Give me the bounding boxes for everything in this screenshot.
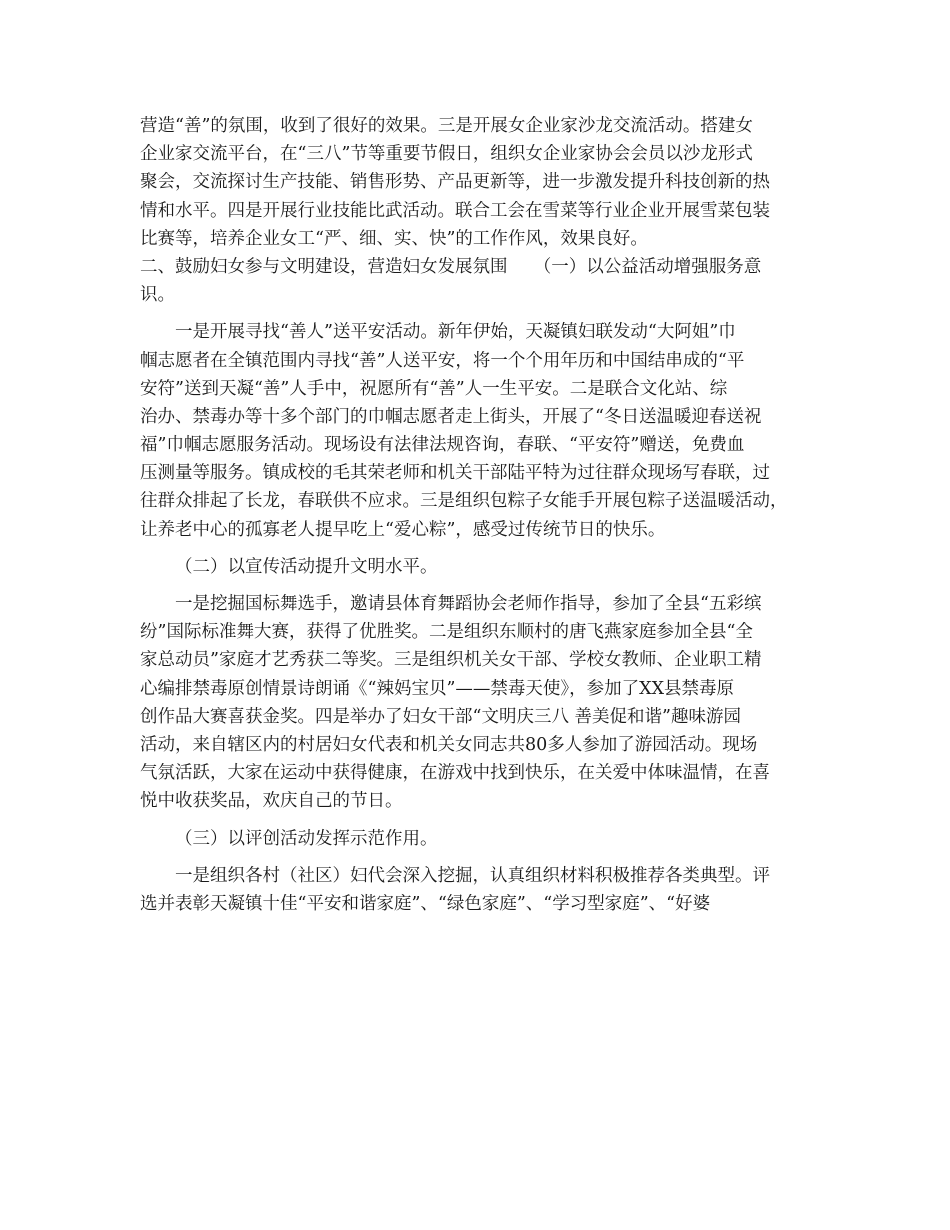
text-line: 往群众排起了长龙，春联供不应求。三是组织包粽子女能手开展包粽子送温暖活动， <box>140 491 788 512</box>
text-line: 纷”国际标准舞大赛，获得了优胜奖。二是组织东顺村的唐飞燕家庭参加全县“全 <box>140 622 753 643</box>
text-line: （三）以评创活动发挥示范作用。 <box>175 828 438 849</box>
paragraph-p4 <box>140 553 816 581</box>
text-line: 选并表彰天凝镇十佳“平安和谐家庭”、“绿色家庭”、“学习型家庭”、“好婆 <box>140 893 711 914</box>
paragraph-p1 <box>140 112 816 253</box>
text-line: 聚会，交流探讨生产技能、销售形势、产品更新等，进一步激发提升科技创新的热 <box>140 172 770 193</box>
text-line: 悦中收获奖品，欢庆自己的节日。 <box>140 791 403 812</box>
text-line: 一是组织各村（社区）妇代会深入挖掘，认真组织材料积极推荐各类典型。评 <box>175 865 770 886</box>
text-line: 一是开展寻找“善人”送平安活动。新年伊始，天凝镇妇联发动“大阿姐”巾 <box>175 322 736 343</box>
text-line: 一是挖掘国标舞选手，邀请县体育舞蹈协会老师作指导，参加了全县“五彩缤 <box>175 594 762 614</box>
text-line: （二）以宣传活动提升文明水平。 <box>175 556 438 577</box>
paragraph-p5 <box>140 590 816 816</box>
text-line: 营造“善”的氛围，收到了很好的效果。三是开展女企业家沙龙交流活动。搭建女 <box>140 116 753 136</box>
text-line: 家总动员”家庭才艺秀获二等奖。三是组织机关女干部、学校女教师、企业职工精 <box>140 650 762 671</box>
text-line: 气氛活跃，大家在运动中获得健康，在游戏中找到快乐，在关爱中体味温情，在喜 <box>140 763 770 784</box>
paragraph-spacer <box>140 853 816 862</box>
paragraph-spacer <box>140 816 816 825</box>
document-body <box>140 112 816 918</box>
text-line: 创作品大赛喜获金奖。四是举办了妇女干部“文明庆三八 善美促和谐”趣味游园 <box>140 706 741 727</box>
text-line: 情和水平。四是开展行业技能比武活动。联合工会在雪菜等行业企业开展雪菜包装 <box>140 200 770 221</box>
text-line: 帼志愿者在全镇范围内寻找“善”人送平安，将一个个用年历和中国结串成的“平 <box>140 350 745 371</box>
text-line: 治办、禁毒办等十多个部门的巾帼志愿者走上街头，开展了“冬日送温暖迎春送祝 <box>140 406 762 427</box>
text-line: 活动，来自辖区内的村居妇女代表和机关女同志共80多人参加了游园活动。现场 <box>140 734 758 755</box>
paragraph-p7 <box>140 862 816 918</box>
text-line: 比赛等，培养企业女工“严、细、实、快”的工作作风，效果良好。 <box>140 228 648 249</box>
paragraph-p3 <box>140 318 816 544</box>
text-line: 压测量等服务。镇成校的毛其荣老师和机关干部陆平特为过往群众现场写春联，过 <box>140 463 770 484</box>
paragraph-spacer <box>140 309 816 318</box>
text-line: 福”巾帼志愿服务活动。现场设有法律法规咨询，春联、“平安符”赠送，免费血 <box>140 435 745 456</box>
paragraph-spacer <box>140 544 816 553</box>
text-line: 让养老中心的孤寡老人提早吃上“爱心粽”，感受过传统节日的快乐。 <box>140 519 666 540</box>
text-line: 识。 <box>140 285 175 306</box>
text-line: 安符”送到天凝“善”人手中，祝愿所有“善”人一生平安。二是联合文化站、综 <box>140 378 728 399</box>
paragraph-p2 <box>140 253 816 309</box>
paragraph-spacer <box>140 581 816 590</box>
text-line: 心编排禁毒原创情景诗朗诵《“辣妈宝贝”——禁毒天使》，参加了XX县禁毒原 <box>140 678 735 699</box>
text-line: 企业家交流平台，在“三八”节等重要节假日，组织女企业家协会会员以沙龙形式 <box>140 144 753 165</box>
text-line: 二、鼓励妇女参与文明建设，营造妇女发展氛围 （一）以公益活动增强服务意 <box>140 256 762 277</box>
paragraph-p6 <box>140 825 816 853</box>
